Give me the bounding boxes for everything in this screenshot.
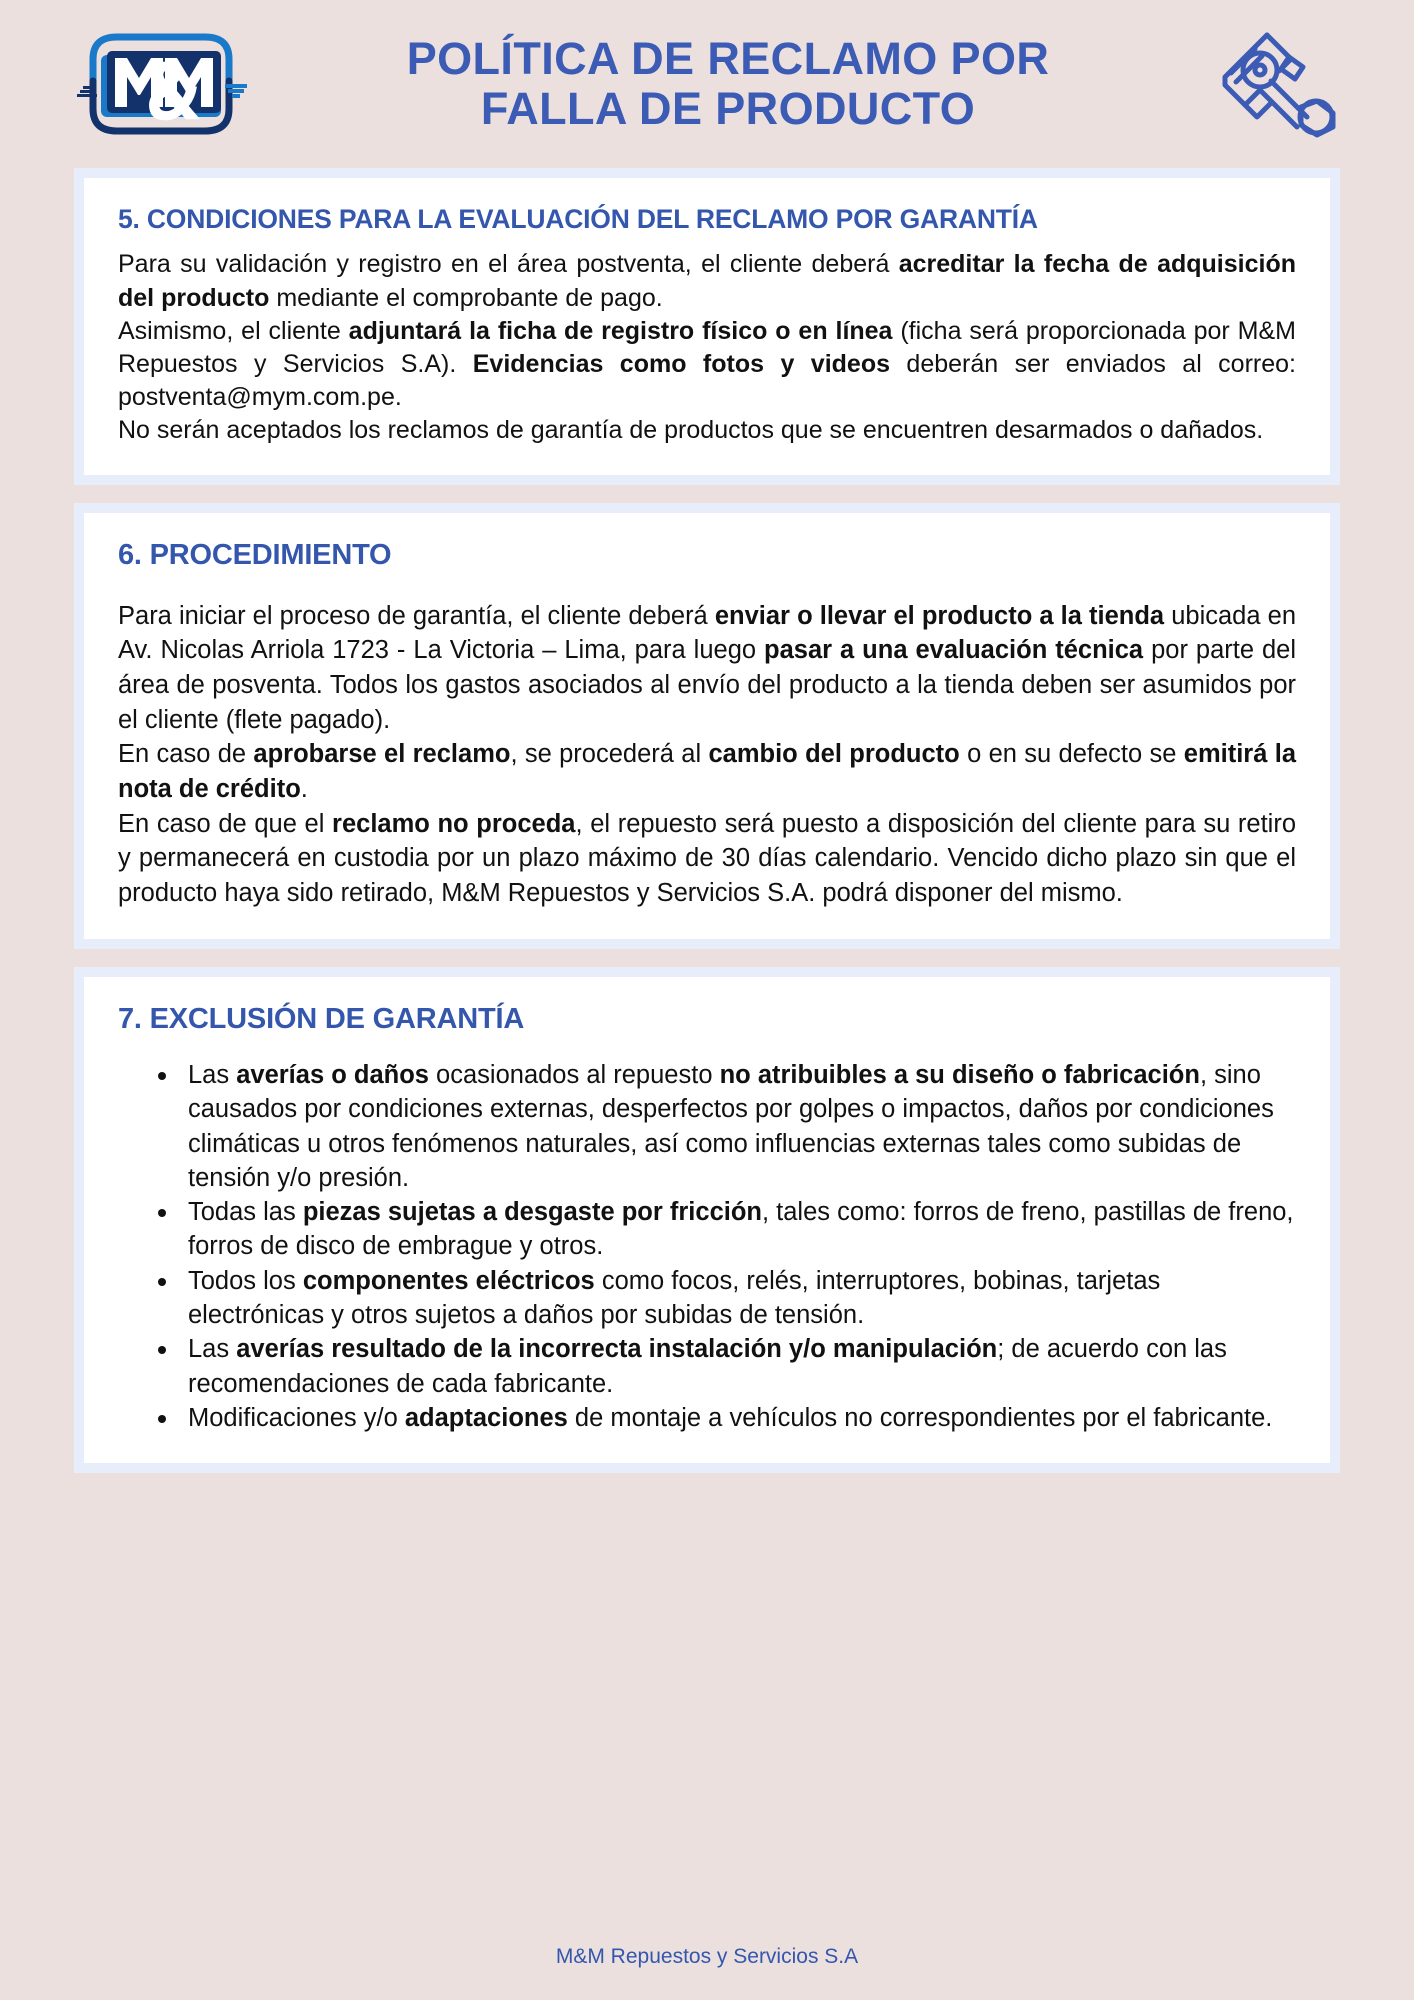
piston-icon-glyph <box>1211 23 1349 145</box>
title-line-1: POLÍTICA DE RECLAMO POR <box>406 32 1050 84</box>
exclusion-list <box>118 1058 1296 1435</box>
section-5-paragraph-2: Asimismo, el cliente adjuntará la ficha de registro físico o en línea (ficha será proporcionada por M&M Repuestos y Servicios S.A). Evidencias como fotos y videos deberán ser enviados al correo: postventa@mym.com.pe. <box>118 316 1296 411</box>
section-6-paragraph-1: Para iniciar el proceso de garantía, el cliente deberá enviar o llevar el producto a la tienda ubicada en Av. Nicolas Arriola 1723 - La Victoria – Lima, para luego pasar a una evaluación técnica por parte del área de posventa. Todos los gastos asociados al envío del producto a la tienda deben ser asumidos por el cliente (flete pagado). <box>118 601 1297 734</box>
section-7-title: 7. EXCLUSIÓN DE GARANTÍA <box>118 1002 525 1035</box>
footer-company-name: M&M Repuestos y Servicios S.A <box>555 1945 859 1968</box>
section-5-paragraph-1: Para su validación y registro en el área postventa, el cliente deberá acreditar la fecha de adquisición del producto mediante el comprobante de pago. <box>118 250 1296 312</box>
section-5-title: 5. CONDICIONES PARA LA EVALUACIÓN DEL RECLAMO POR GARANTÍA <box>118 204 1038 234</box>
section-5-card <box>74 168 1340 485</box>
document-content <box>0 168 1414 1914</box>
section-6-paragraph-2: En caso de aprobarse el reclamo, se procederá al cambio del producto o en su defecto se emitirá la nota de crédito. <box>118 740 1296 803</box>
section-5-body <box>118 248 1296 447</box>
list-item: Todas las piezas sujetas a desgaste por fricción, tales como: forros de freno, pastillas de freno, forros de disco de embrague y otros. <box>142 1195 1296 1264</box>
list-item: Modificaciones y/o adaptaciones de montaje a vehículos no correspondientes por el fabricante. <box>142 1401 1296 1435</box>
page-footer <box>0 1914 1414 2000</box>
list-item: Las averías resultado de la incorrecta instalación y/o manipulación; de acuerdo con las recomendaciones de cada fabricante. <box>142 1332 1296 1401</box>
mm-logo-icon <box>63 25 259 143</box>
section-5-paragraph-3: No serán aceptados los reclamos de garantía de productos que se encuentren desarmados o dañados. <box>118 416 1264 445</box>
company-logo <box>56 25 266 143</box>
section-7-card <box>74 967 1340 1474</box>
list-item: Todos los componentes eléctricos como focos, relés, interruptores, bobinas, tarjetas electrónicas y otros sujetos a daños por subidas de tensión. <box>142 1264 1296 1333</box>
page-header <box>0 0 1414 168</box>
section-6-title: 6. PROCEDIMIENTO <box>118 539 392 572</box>
section-6-body <box>118 599 1296 911</box>
list-item: Las averías o daños ocasionados al repuesto no atribuibles a su diseño o fabricación, sino causados por condiciones externas, desperfectos por golpes o impactos, daños por condiciones climáticas u otros fenómenos naturales, así como influencias externas tales como subidas de tensión y/o presión. <box>142 1058 1296 1195</box>
section-6-card <box>74 503 1340 948</box>
piston-icon <box>1190 23 1370 145</box>
title-line-2: FALLA DE PRODUCTO <box>480 83 976 134</box>
section-6-paragraph-3: En caso de que el reclamo no proceda, el repuesto será puesto a disposición del cliente para su retiro y permanecerá en custodia por un plazo máximo de 30 días calendario. Vencido dicho plazo sin que el producto haya sido retirado, M&M Repuestos y Servicios S.A. podrá disponer del mismo. <box>118 809 1297 907</box>
page-title <box>266 34 1190 135</box>
